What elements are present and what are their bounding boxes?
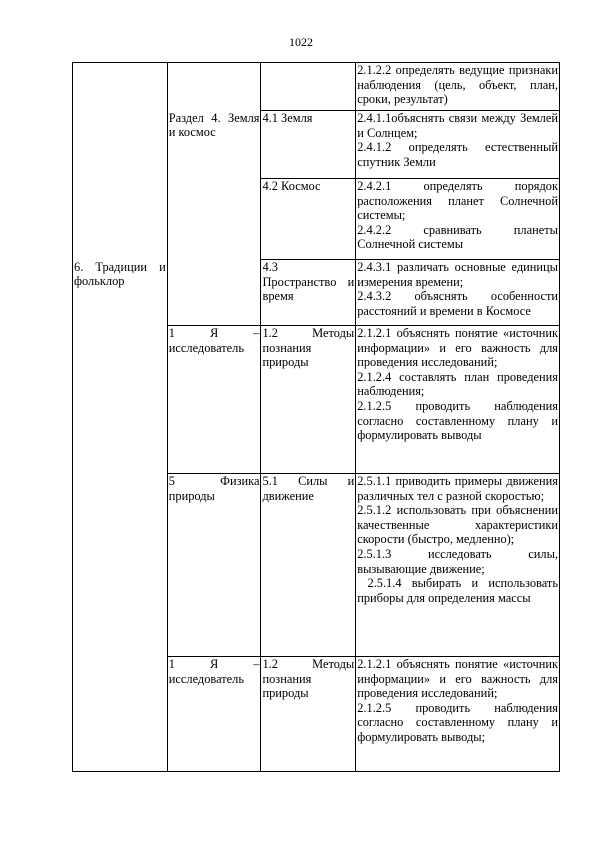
goal-item: 2.4.2.1 определять порядок расположения планет Солнечной системы; (357, 179, 558, 223)
goals-cell (356, 657, 560, 772)
theme-cell (73, 111, 168, 179)
subsection-cell (261, 657, 356, 772)
section-cell (167, 474, 261, 657)
goal-item: 2.1.2.1 объяснять понятие «источник информации» и его важность для проведения исследований; (357, 326, 558, 370)
goal-item: 2.1.2.4 составлять план проведения наблюдения; (357, 369, 558, 399)
subsection-title: 1.2 Методы познания природы (262, 657, 355, 701)
theme-title: 6. Традиции и фольклор (74, 259, 166, 289)
goal-item: 2.5.1.3 исследовать силы, вызывающие движение; (357, 546, 558, 576)
section-title: Раздел 4. Земля и космос (168, 110, 260, 140)
goal-item: 2.4.3.2 объяснять особенности расстояний и времени в Космосе (357, 289, 558, 318)
section-title: 5 Физика природы (168, 474, 260, 503)
section-cell (167, 657, 261, 772)
theme-cell (73, 179, 168, 260)
goal-item: 2.1.2.1 объяснять понятие «источник информации» и его важность для проведения исследований; (357, 657, 558, 701)
subsection-cell (261, 326, 356, 474)
subsection-title: 4.3 Пространство и время (262, 260, 355, 304)
curriculum-table (72, 62, 560, 772)
subsection-cell (261, 179, 356, 260)
goal-item: 2.1.2.5 проводить наблюдения согласно составленному плану и формулировать выводы (357, 398, 558, 443)
theme-cell (73, 260, 168, 772)
subsection-title: 5.1 Силы и движение (262, 474, 355, 503)
subsection-cell (261, 63, 356, 111)
section-cell (167, 63, 261, 111)
section-title: 1 Я – исследователь (168, 326, 260, 355)
goals-cell (356, 63, 560, 111)
section-cell (167, 326, 261, 474)
goal-item: 2.1.2.2 определять ведущие признаки наблюдения (цель, объект, план, сроки, результат) (357, 63, 558, 107)
goals-cell (356, 179, 560, 260)
section-cell (167, 111, 261, 326)
subsection-cell (261, 474, 356, 657)
goal-item: 2.5.1.1 приводить примеры движения различных тел с разной скоростью; (357, 474, 558, 503)
subsection-cell (261, 260, 356, 326)
goals-cell (356, 260, 560, 326)
goal-item: 2.5.1.4 выбирать и использовать приборы для определения массы (357, 576, 562, 605)
table-row (73, 179, 560, 260)
goals-cell (356, 326, 560, 474)
goal-item: 2.5.1.2 использовать при объяснении качественные характеристики скорости (быстро, медленно); (357, 503, 558, 547)
subsection-title: 4.2 Космос (262, 179, 321, 193)
goals-cell (356, 474, 560, 657)
subsection-title: 1.2 Методы познания природы (262, 326, 355, 370)
subsection-title: 4.1 Земля (262, 111, 313, 125)
table-row (73, 111, 560, 179)
table-row (73, 63, 560, 111)
goal-item: 2.1.2.5 проводить наблюдения согласно составленному плану и формулировать выводы; (357, 700, 558, 744)
goal-item: 2.4.1.1объяснять связи между Землей и Солнцем; (357, 111, 558, 140)
goal-item: 2.4.2.2 сравнивать планеты Солнечной системы (357, 222, 558, 252)
theme-cell (73, 63, 168, 111)
goal-item: 2.4.1.2 определять естественный спутник Земли (357, 140, 558, 169)
subsection-cell (261, 111, 356, 179)
goals-cell (356, 111, 560, 179)
table-row (73, 260, 560, 326)
page-number: 1022 (289, 35, 313, 49)
section-title: 1 Я – исследователь (168, 657, 260, 686)
goal-item: 2.4.3.1 различать основные единицы измерения времени; (357, 260, 558, 289)
